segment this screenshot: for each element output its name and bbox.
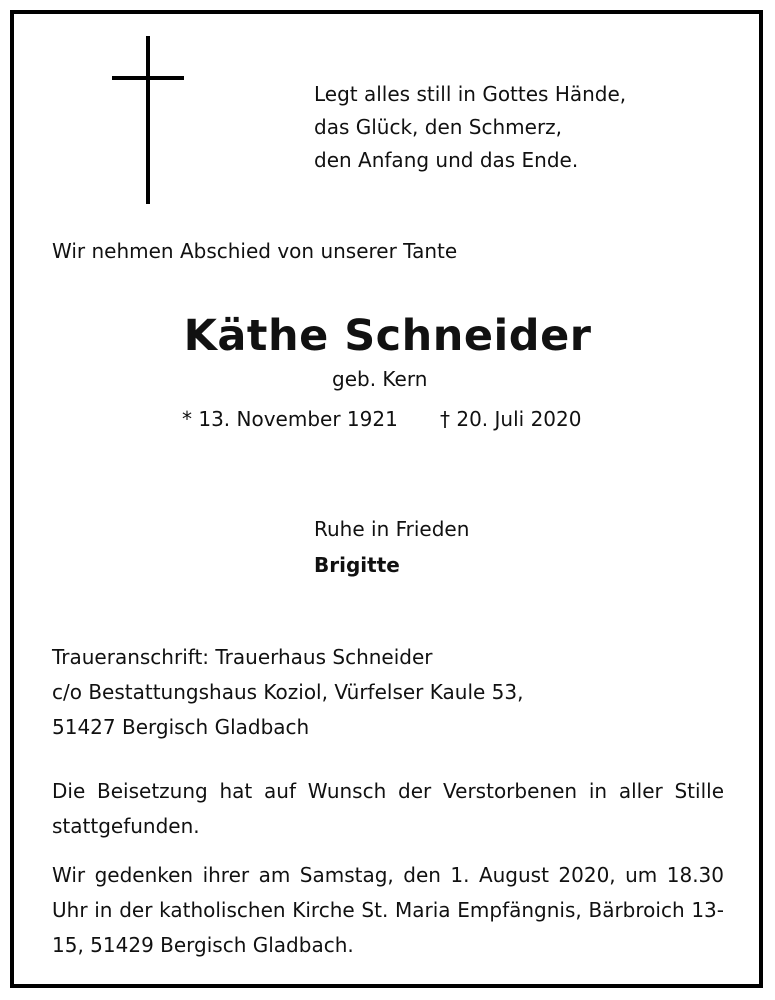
verse-block <box>314 78 626 177</box>
deceased-name: Käthe Schneider <box>183 311 592 361</box>
signer-name: Brigitte <box>314 553 400 577</box>
cross-vertical-bar <box>146 36 150 204</box>
cross-horizontal-bar <box>112 76 184 80</box>
farewell-text: Ruhe in Frieden <box>314 517 470 541</box>
verse-line: den Anfang und das Ende. <box>314 148 579 172</box>
address-line: 51427 Bergisch Gladbach <box>52 715 310 739</box>
verse-line: Legt alles still in Gottes Hände, <box>314 82 627 106</box>
born-name: geb. Kern <box>332 367 428 391</box>
memorial-notice: Wir gedenken ihrer am Samstag, den 1. August 2020, um 18.30 Uhr in der katholischen Kirche St. Maria Empfängnis, Bärbroich 13-15, 51429 Bergisch Gladbach. <box>52 863 724 957</box>
birth-date: * 13. November 1921 <box>182 407 398 431</box>
address-line: c/o Bestattungshaus Koziol, Vürfelser Kaule 53, <box>52 680 524 704</box>
verse-line: das Glück, den Schmerz, <box>314 115 563 139</box>
cross-icon <box>112 36 186 204</box>
mourning-address <box>52 640 523 745</box>
intro-text: Wir nehmen Abschied von unserer Tante <box>52 239 458 263</box>
address-line: Traueranschrift: Trauerhaus Schneider <box>52 645 433 669</box>
death-date: † 20. Juli 2020 <box>440 407 582 431</box>
burial-notice: Die Beisetzung hat auf Wunsch der Verstorbenen in aller Stille stattgefunden. <box>52 779 724 838</box>
